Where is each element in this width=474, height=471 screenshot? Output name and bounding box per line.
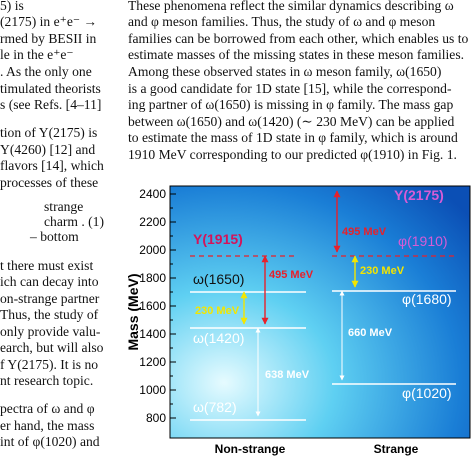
- left-line: strange: [44, 199, 84, 214]
- label-phi1680: φ(1680): [402, 291, 452, 307]
- gap-label-495-strange: 495 MeV: [342, 226, 387, 238]
- left-line: le in the e⁺e⁻: [0, 47, 74, 62]
- label-phi1020: φ(1020): [402, 385, 452, 401]
- right-line: and φ meson families. Thus, the study of ω and φ meson: [128, 14, 436, 29]
- right-line: These phenomena reflect the similar dynamics describing ω: [128, 0, 454, 13]
- label-y2175: Y(2175): [394, 187, 444, 203]
- x-label-strange: Strange: [373, 442, 419, 456]
- y-tick-label: 800: [145, 411, 166, 425]
- label-y1915: Y(1915): [193, 231, 243, 247]
- x-label-non-strange: Non-strange: [214, 442, 286, 456]
- right-line: 1910 MeV corresponding to our predicted φ(1910) in Fig. 1.: [128, 147, 457, 162]
- y-tick-label: 1600: [139, 299, 166, 313]
- left-line: processes of these: [0, 175, 99, 190]
- left-line: 5) is: [0, 0, 24, 13]
- left-line: int of φ(1020) and: [0, 434, 100, 449]
- left-line: rmed by BESII in: [0, 31, 97, 46]
- label-omega782: ω(782): [193, 399, 237, 415]
- y-tick-label: 1200: [139, 355, 166, 369]
- y-axis-label: Mass (MeV): [125, 273, 141, 351]
- left-line: s (see Refs. [4–11]: [0, 97, 102, 112]
- left-line: on-strange partner: [0, 291, 100, 306]
- right-line: Among these observed states in ω meson family, ω(1650): [128, 64, 442, 79]
- left-line: – bottom: [30, 229, 79, 244]
- left-line: charm . (1): [44, 214, 105, 229]
- left-line: Y(4260) [12] and: [0, 142, 96, 157]
- left-line: ich can decay into: [0, 274, 99, 289]
- left-line: . As the only one: [0, 64, 92, 79]
- label-phi1910: φ(1910): [398, 233, 448, 249]
- right-line: to estimate the mass of 1D state in φ family, which is around: [128, 130, 458, 145]
- left-line: Thus, the study of: [0, 307, 99, 322]
- left-line: earch, but will also: [0, 340, 104, 355]
- right-line: ing partner of ω(1650) is missing in φ family. The mass gap: [128, 97, 454, 112]
- left-line: nt research topic.: [0, 373, 94, 388]
- left-line: tion of Y(2175) is: [0, 125, 98, 140]
- left-line: er hand, the mass: [0, 418, 95, 433]
- left-line: t there must exist: [0, 258, 94, 273]
- left-line: f Y(2175). It is no: [0, 357, 99, 372]
- y-tick-label: 1000: [139, 383, 166, 397]
- y-tick-label: 2200: [139, 215, 166, 229]
- right-line: between ω(1650) and ω(1420) (∼ 230 MeV) can be applied: [128, 114, 455, 129]
- figure-svg: [108, 172, 474, 466]
- y-tick-label: 1800: [139, 271, 166, 285]
- gap-label-230-nonstrange: 230 MeV: [195, 305, 240, 317]
- y-tick-label: 1400: [139, 327, 166, 341]
- left-line: timulated theorists: [0, 81, 101, 96]
- left-line: (2175) in e⁺e⁻ →: [0, 14, 98, 29]
- right-line: estimate masses of the missing states in these meson families.: [128, 47, 465, 62]
- gap-label-230-strange: 230 MeV: [360, 265, 405, 277]
- y-tick-label: 2400: [139, 187, 166, 201]
- mass-spectrum-figure: [108, 172, 474, 471]
- gap-label-660: 660 MeV: [348, 327, 393, 339]
- right-line: families can be borrowed from each other, which enables us to: [128, 31, 469, 46]
- gap-label-495-nonstrange: 495 MeV: [269, 269, 314, 281]
- label-omega1420: ω(1420): [193, 330, 245, 346]
- right-line: is a good candidate for 1D state [15], while the correspond-: [128, 81, 452, 96]
- left-line: flavors [14], which: [0, 158, 104, 173]
- label-omega1650: ω(1650): [193, 271, 245, 287]
- left-line: only provide valu-: [0, 324, 101, 339]
- y-tick-label: 2000: [139, 243, 166, 257]
- left-line: pectra of ω and φ: [0, 401, 95, 416]
- gap-label-638: 638 MeV: [265, 369, 310, 381]
